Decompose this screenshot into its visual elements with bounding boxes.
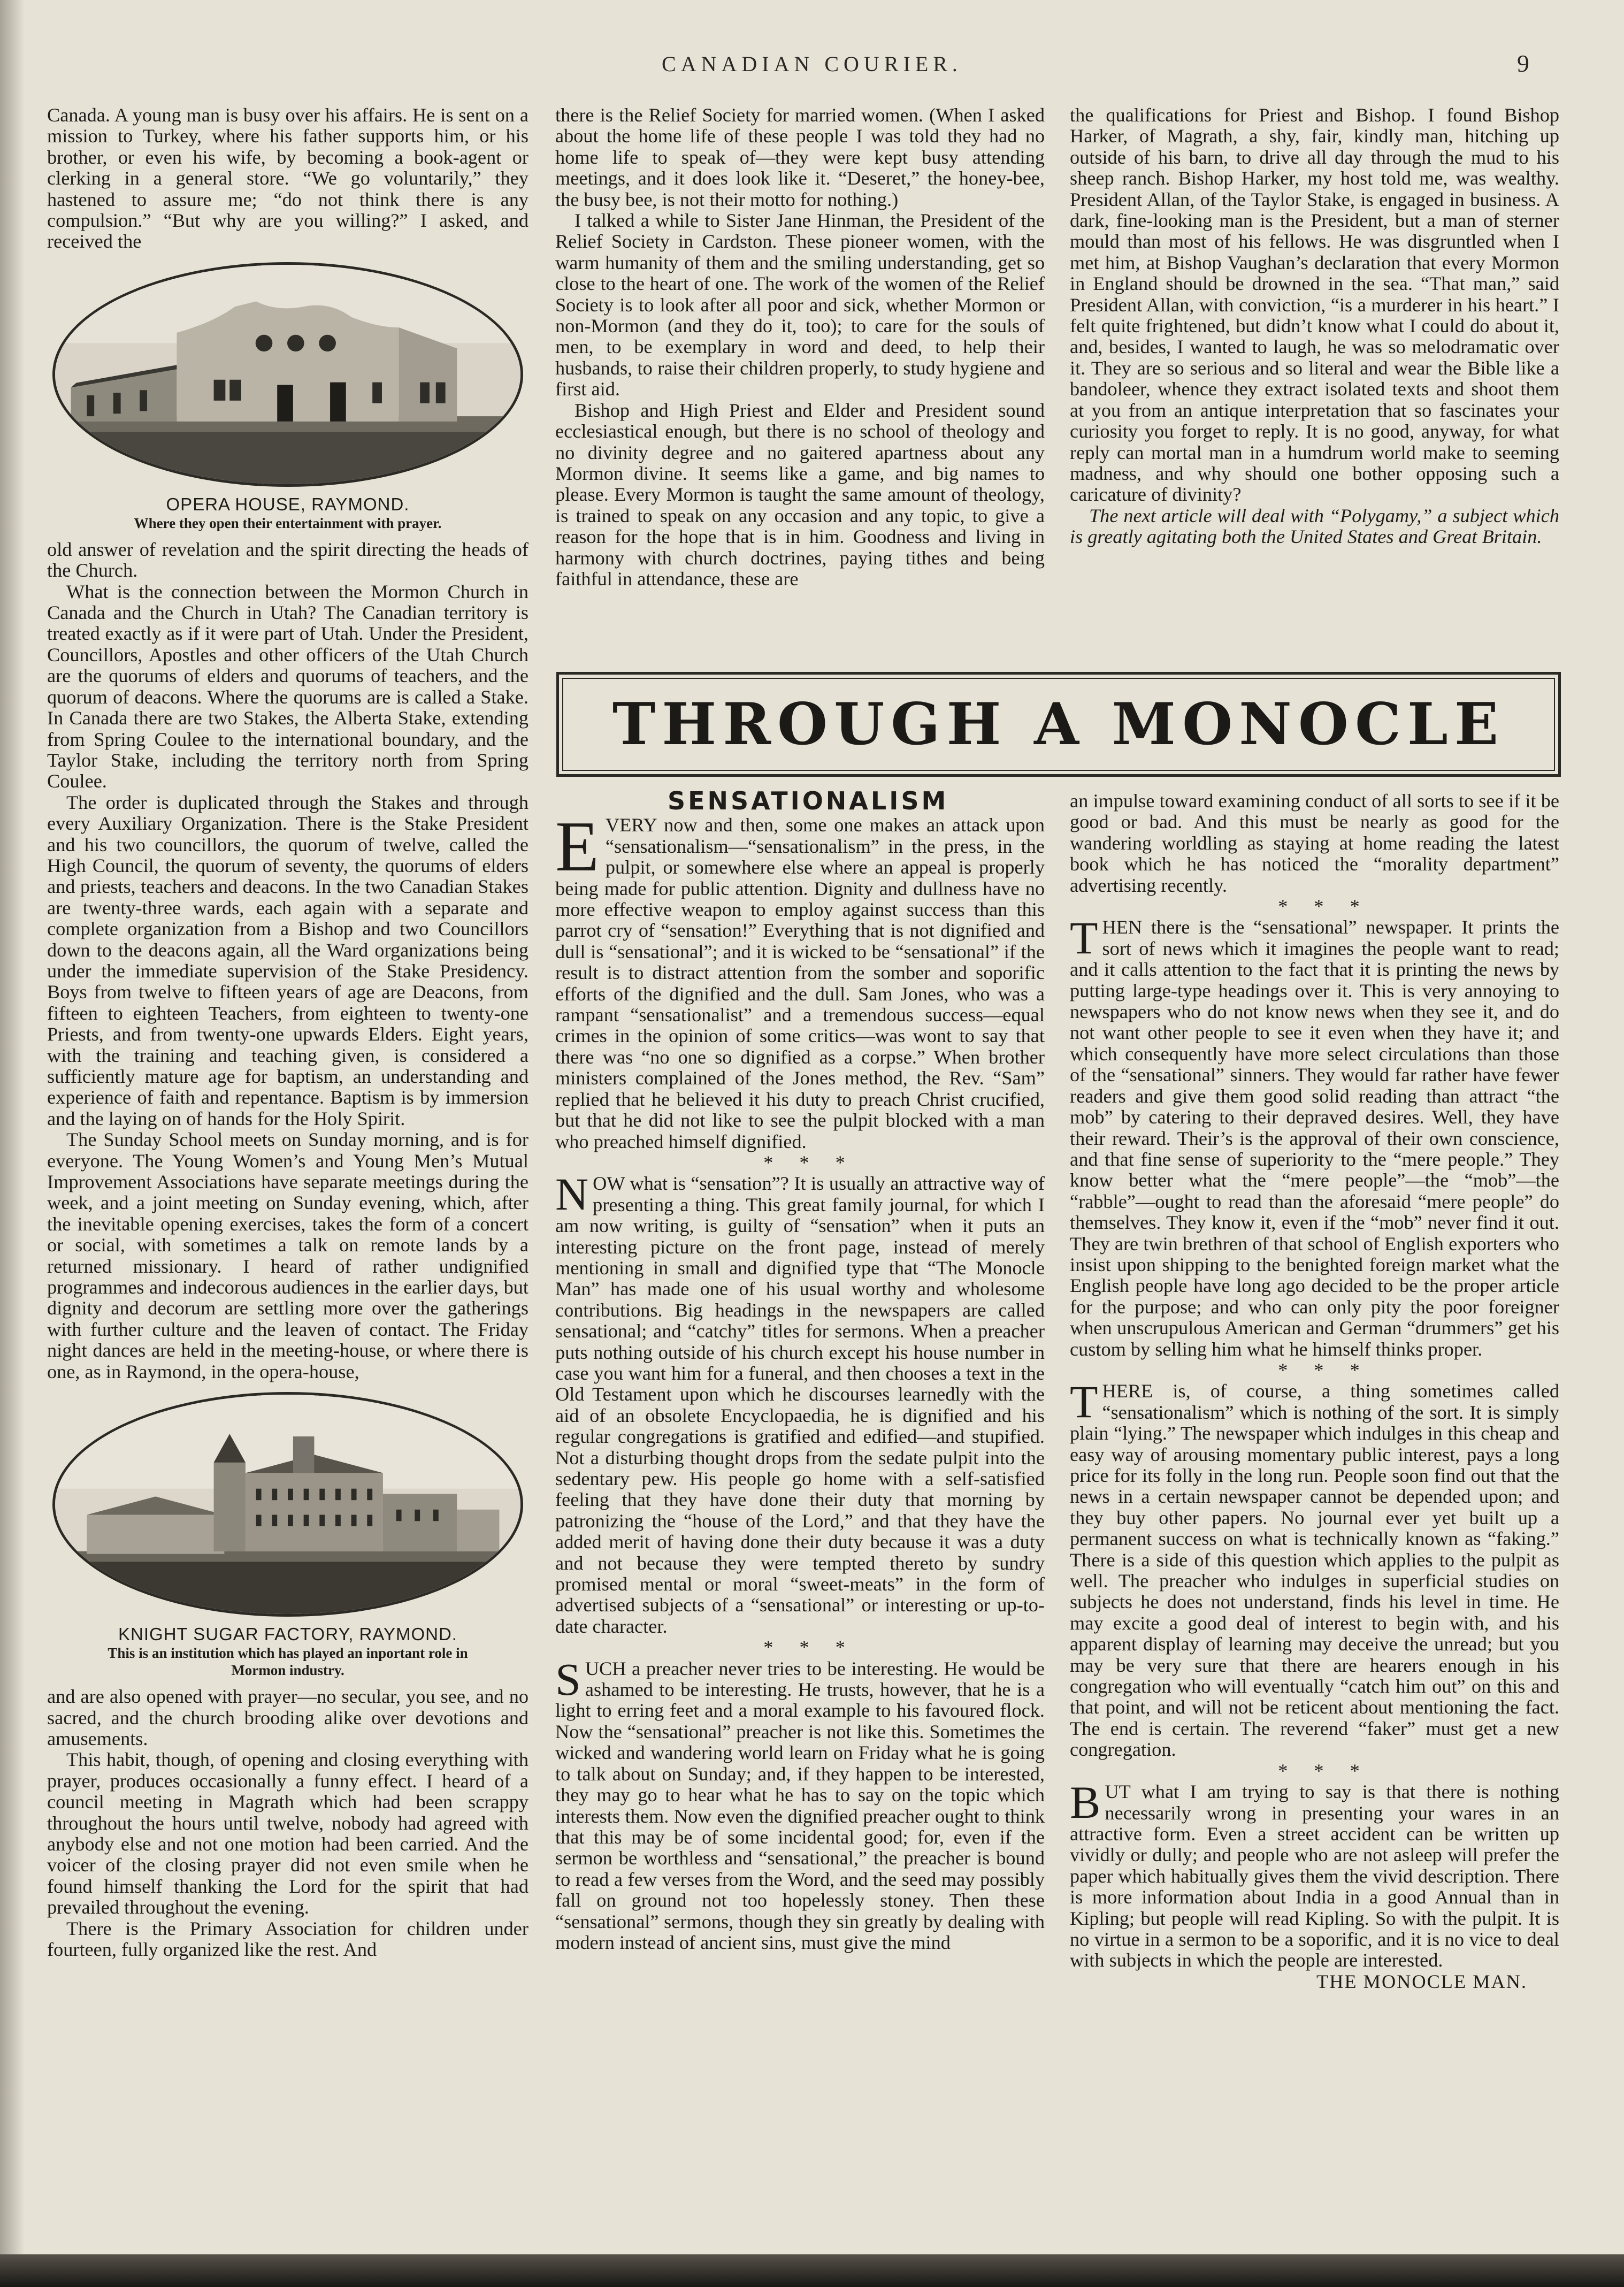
column-5 <box>1070 791 1559 2220</box>
paragraph: The order is duplicated through the Stakes and through every Auxiliary Organization. There is the Stake President and his two councillors, the quorum of twelve, called the High Council, the quorum of seventy, the quorums of elders and priests, teachers and deacons. In the two Canadian Stakes are twenty-three wards, each again with a separate and complete organization from a Bishop and two Councillors down to the deacons again, all the Ward organizations being under the immediate supervision of the Stake Presidency. Boys from twelve to fifteen years of age are Deacons, from fifteen to eighteen Teachers, from eighteen to twenty-one Priests, and from twenty-one upwards Elders. Eight years, with the training and teaching given, is considered a sufficiently mature age for baptism, an understanding and experience of faith and repentance. Baptism is by immersion and the laying on of hands for the Holy Spirit. <box>47 791 528 1129</box>
next-article-note: The next article will deal with “Polygamy,” a subject which is greatly agitating both the United States and Great Britain. <box>1070 504 1559 548</box>
drop-cap: E <box>555 807 599 886</box>
paragraph-text: VERY now and then, some one makes an attack upon “sensationalism—“sensationalism” in the press, in the pulpit, or somewhere else where an appeal is properly being made for public attention. Dignity and dullness have no more effective weapon to employ against success than this parrot cry of “sensation!” Everything that is not dignified and dull is “sensational”; and it is wicked to be “sensational” if the result is to distract attention from the somber and soporific efforts of the dignified and the dull. Sam Jones, who was a rampant “sensationalist” and a tremendous success—equal crimes in the opinion of some critics—was wont to say that there was “no one so dignified as a corpse.” When brother ministers complained of the Jones method, the Rev. “Sam” replied that he believed it his duty to preach Christ crucified, but that he did not like to see the pulpit blocked with a man who preached himself dignified. <box>555 814 1045 1152</box>
paragraph-text: HEN there is the “sensational” newspaper. It prints the sort of news which it imagines the people want to read; and it calls attention to the fact that it is printing the news by putting large-type headings over it. This is very annoying to newspapers who do not know news when they see it, and do not want other people to see it even when they have it; and which consequently have more select circulations than those of the “sensational” sinners. They would far rather have fewer readers and give them good solid reading than attract “the mob” by catering to their depraved desires. Well, they have their reward. Their’s is the approval of their own conscience, and that fine sense of superiority to the “mere people.” They know better what the “mere people”—the “mob”—the “rabble”—ought to read than the aforesaid “mere people” do themselves. They know it, even if the “mob” never find it out. They are twin brethren of that school of English exporters who insist upon shipping to the benighted foreign market what the English people have long ago decided to be the proper article for the purpose; and who can only pity the poor foreigner when unscrupulous American and German “drummers” get his custom by selling him what he himself thinks proper. <box>1070 916 1559 1360</box>
column-1 <box>47 105 528 2207</box>
sugar-factory-caption: This is an institution which has played an inportant role in Mormon industry. <box>108 1645 468 1679</box>
opera-house-caption-title: OPERA HOUSE, RAYMOND. <box>166 494 410 514</box>
paragraph: an impulse toward examining conduct of all sorts to see if it be good or bad. And this must be nearly as good for the wandering worldling as staying at home reading the latest book which he has noticed the “morality department” advertising recently. <box>1070 791 1559 896</box>
paragraph <box>555 1653 1045 1954</box>
drop-cap: B <box>1070 1777 1101 1829</box>
sugar-factory-figure <box>47 1392 528 1679</box>
section-divider: * * * <box>1278 1760 1370 1781</box>
running-title: CANADIAN COURIER. <box>662 52 962 76</box>
paragraph-text: UT what I am trying to say is that there is nothing necessarily wrong in presenting your wares in an attractive form. Even a street accident can be written up vividly or dully; and people who are not asleep will prefer the paper which habitually gives them the vivid description. There is more information about India in a good Annual than in Kipling; but people will read Kipling. So with the pulpit. It is no virtue in a sermon to be a soporific, and it is no vice to deal with subjects in which the people are interested. <box>1070 1781 1559 1971</box>
section-divider: * * * <box>1278 1359 1370 1381</box>
paragraph <box>555 1168 1045 1637</box>
paragraph: The Sunday School meets on Sunday morning, and is for everyone. The Young Women’s and Young Men’s Mutual Improvement Associations have separate meetings during the week, and a joint meeting on Sunday evening, which, after the inevitable opening exercises, takes the form of a concert or social, with sometimes a talk on remote lands by a returned missionary. I heard of rather undignified programmes and indecorous audiences in the earlier days, but dignity and decorum are settling more over the gatherings with further culture and the leaven of contact. The Friday night dances are held in the meeting-house, or where there is one, as in Raymond, in the opera-house, <box>47 1129 528 1382</box>
page-number: 9 <box>1517 50 1529 77</box>
paragraph <box>1070 1777 1559 1971</box>
page-bottom-edge <box>0 2254 1624 2287</box>
paragraph-text: HERE is, of course, a thing sometimes called “sensationalism” which is nothing of the sort. It is simply plain “lying.” The newspaper which indulges in this cheap and easy way of arousing momentary public interest, pays a long price for its folly in the long run. People soon find out that the news in a certain newspaper cannot be depended upon; and they buy other papers. No journal ever yet built up a permanent success on what is technically known as “faking.” There is a side of this question which applies to the pulpit as well. The preacher who indulges in superficial studies on subjects he does not understand, finds his level in time. He may excite a good deal of interest to begin with, and his apparent display of learning may deceive the unread; but you may be very sure that there are hearers enough in his congregation who will eventually “catch him out” on this and that point, and will not be reticent about mentioning the fact. The end is certain. The reverend “faker” must get a new congregation. <box>1070 1380 1559 1761</box>
paragraph: This habit, though, of opening and closing everything with prayer, produces occasionally a funny effect. I heard of a council meeting in Magrath which had been scrappy throughout the hours until twelve, nobody had agreed with anybody else and not one motion had been carried. And the voicer of the closing prayer did not even smile when he found himself thanking the Lord for the spirit that had prevailed throughout the evening. <box>47 1749 528 1918</box>
section-divider: * * * <box>1278 896 1370 917</box>
paragraph: Bishop and High Priest and Elder and President sound ecclesiastical enough, but there is no school of theology and no divinity degree and no gaitered apartness about any Mormon divine. It seems like a game, and big names to please. Every Mormon is taught the same amount of theology, is trained to speak on any occasion and any topic, to give a reason for the hope that is in him. Goodness and living in harmony with church doctrines, paying tithes and being faithful in attendance, these are <box>555 399 1045 590</box>
article-subheading: SENSATIONALISM <box>668 791 949 815</box>
drop-cap: N <box>555 1168 589 1220</box>
page-gutter-shadow <box>0 0 25 2287</box>
opera-house-caption: Where they open their entertainment with prayer. <box>134 515 442 531</box>
section-header-inner <box>562 678 1555 771</box>
section-header-box <box>556 672 1561 777</box>
opera-house-figure <box>47 262 528 532</box>
paragraph: there is the Relief Society for married women. (When I asked about the home life of these people I was told they had no home life to speak of—they were kept busy attending meetings, and it does look like it. “Deseret,” the honey-bee, the busy bee, is not their motto for nothing.) <box>555 105 1045 210</box>
author-signature: THE MONOCLE MAN. <box>1316 1970 1527 1992</box>
column-4 <box>555 791 1045 2220</box>
paragraph-text: UCH a preacher never tries to be interesting. He would be ashamed to be interesting. He trusts, however, that he is a light to erring feet and a moral example to his favoured flock. Now the “sensational” preacher is not like this. Sometimes the wicked and wandering world learn on Friday what he is going to talk about on Sunday; and, if they happen to be interested, they may go to hear what he has to say on the topic which interests them. Now even the dignified preacher ought to think that this may be of some incidental good; for, even if the sermon be worthless and “sensational,” the preacher is bound to read a few verses from the Word, and the seed may possibly fall on ground not too hopelessly stoney. Then these “sensational” sermons, though they sin greatly by dealing with modern instead of ancient sins, must give the mind <box>555 1657 1045 1953</box>
drop-cap: T <box>1070 1376 1098 1428</box>
paragraph: old answer of revelation and the spirit directing the heads of the Church. <box>47 538 528 582</box>
paragraph: What is the connection between the Mormon Church in Canada and the Church in Utah? The Canadian territory is treated exactly as if it were part of Utah. Under the President, Councillors, Apostles and other officers of the Utah Church are the quorums of elders and quorums of teachers, and the quorum of deacons. Where the quorums are is called a Stake. In Canada there are two Stakes, the Alberta Stake, extending from Spring Coulee to the international boundary, and the Taylor Stake, including the territory north from Spring Coulee. <box>47 580 528 792</box>
column-3 <box>1070 105 1559 657</box>
paragraph <box>555 807 1045 1152</box>
paragraph-text: OW what is “sensation”? It is usually an attractive way of presenting a thing. This great family journal, for which I am now writing, is guilty of “sensation” when it puts an interesting picture on the front page, instead of merely mentioning in small and dignified type that “The Monocle Man” has made one of his usual worthy and wholesome contributions. Big headings in the newspapers are called sensational; and “catchy” titles for sermons. When a preacher puts nothing outside of his church except his house number in case you want him for a funeral, and then chooses a text in the Old Testament upon which he discourses learnedly with the aid of an obsolete Encyclopaedia, he is dignified and his regular congregations is gratified and edified—and stupified. Not a disturbing thought drops from the sedate pulpit into the sedentary pew. His people go home with a self-satisfied feeling that they have done their duty that morning by patronizing the “house of the Lord,” and that they have the added merit of having done their duty because it was a duty and not because they were tempted thereto by sundry promised mental or moral “sweet-meats” in the form of advertised subjects of a “sensational” or interesting or up-to-date character. <box>555 1173 1045 1637</box>
paragraph <box>1070 912 1559 1360</box>
paragraph: Canada. A young man is busy over his affairs. He is sent on a mission to Turkey, where his father supports him, or his brother, or even his wife, by becoming a book-agent or clerking in a general store. “We go voluntarily,” they hastened to assure me; “do not think there is any compulsion.” “But why are you willing?” I asked, and received the <box>47 105 528 253</box>
paragraph: and are also opened with prayer—no secular, you see, and no sacred, and the church brooding alike over devotions and amusements. <box>47 1686 528 1749</box>
paragraph: There is the Primary Association for children under fourteen, fully organized like the rest. And <box>47 1917 528 1960</box>
opera-house-photo <box>52 262 523 487</box>
section-title: THROUGH A MONOCLE <box>612 691 1505 758</box>
section-divider: * * * <box>763 1151 856 1173</box>
sugar-factory-caption-title: KNIGHT SUGAR FACTORY, RAYMOND. <box>118 1624 457 1645</box>
drop-cap: S <box>555 1653 581 1705</box>
section-divider: * * * <box>763 1636 856 1658</box>
paragraph: the qualifications for Priest and Bishop. I found Bishop Harker, of Magrath, a shy, fair, kindly man, hitching up outside of his barn, to drive all day through the mud to his sheep ranch. Bishop Harker, my host told me, was wealthy. President Allan, of the Taylor Stake, is engaged in business. A dark, fine-looking man is the President, but a man of sterner mould than most of his fellows. He was disgruntled when I met him, at Bishop Vaughan’s declaration that every Mormon in England should be drowned in the sea. “That man,” said President Allan, with conviction, “is a murderer in his heart.” I felt quite frightened, but didn’t know what I could do about it, and, besides, I wanted to laugh, he was so melodramatic over it. They are so serious and so literal and wear the Bible like a bandoleer, whence they extract isolated texts and shoot them at you from an antique interpretation that so fascinates your curiosity you forget to reply. It is no good, anyway, for what reply can mortal man in a humdrum world make to seeming madness, and why should one bother opposing such a caricature of divinity? <box>1070 105 1559 506</box>
column-2 <box>555 105 1045 657</box>
sugar-factory-photo <box>52 1392 523 1617</box>
paragraph: I talked a while to Sister Jane Hinman, the President of the Relief Society in Cardston. These pioneer women, with the warm humanity of them and the smiling understanding, get so close to the heart of one. The work of the women of the Relief Society is to look after all poor and sick, whether Mormon or non-Mormon (and they do it, too); to care for the souls of men, to be exemplary in word and deed, to help their husbands, to raise their children properly, to study hygiene and first aid. <box>555 210 1045 400</box>
paragraph <box>1070 1376 1559 1761</box>
drop-cap: T <box>1070 912 1098 964</box>
